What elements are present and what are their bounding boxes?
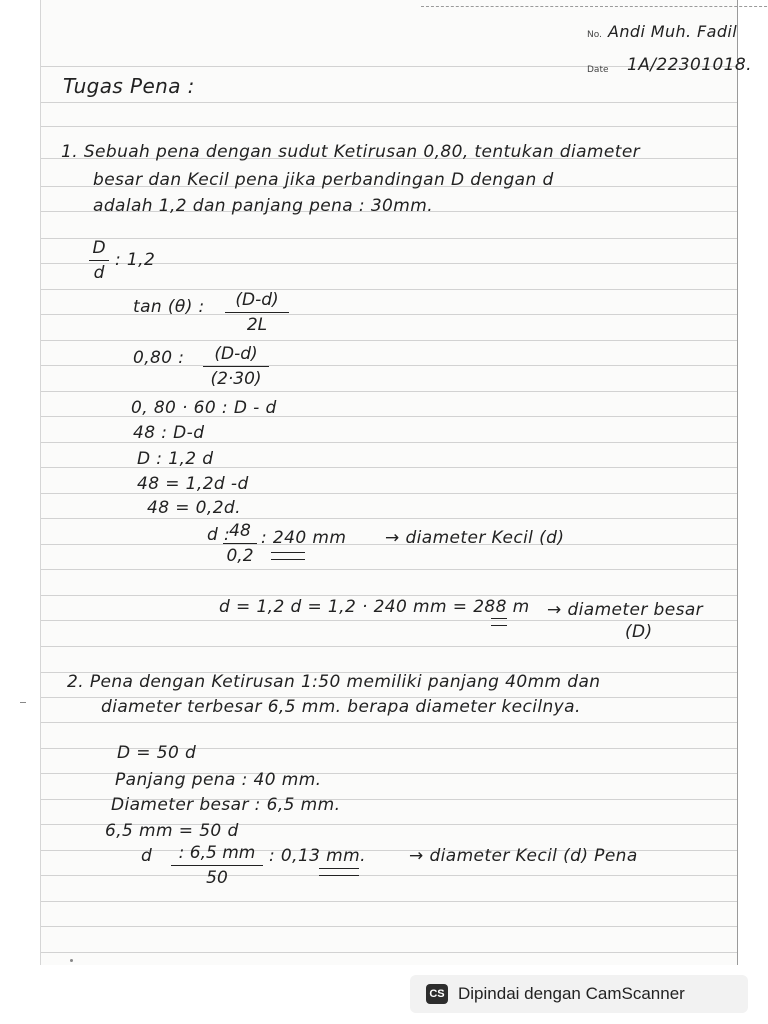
p2-small-diameter-lhs: d — [141, 846, 153, 866]
student-id: 1A/22301018. — [627, 55, 752, 75]
date-label: Date — [587, 65, 609, 75]
notebook-rule — [41, 238, 737, 239]
notebook-rule — [41, 518, 737, 519]
notebook-rule — [41, 289, 737, 290]
step-5: 48 = 0,2d. — [147, 498, 241, 518]
problem2-line2: diameter terbesar 6,5 mm. berapa diameter kecilnya. — [101, 697, 581, 717]
notebook-rule — [41, 340, 737, 341]
problem2-line1: 2. Pena dengan Ketirusan 1:50 memiliki panjang 40mm dan — [67, 672, 601, 692]
small-diameter-lhs: d : — [207, 525, 231, 545]
p2-denominator: 50 — [206, 868, 228, 888]
notebook-rule — [41, 875, 737, 876]
page-title: Tugas Pena : — [63, 74, 195, 98]
ratio-fraction — [89, 238, 109, 283]
notebook-rule — [41, 102, 737, 103]
tan-numerator: (D-d) — [235, 290, 279, 310]
step-3: D : 1,2 d — [137, 449, 214, 469]
problem1-line2: besar dan Kecil pena jika perbandingan D dengan d — [93, 170, 554, 190]
p2-small-diameter-fraction — [171, 843, 263, 888]
notebook-rule — [41, 952, 737, 953]
p2-step-1: D = 50 d — [117, 743, 197, 763]
result-underline — [271, 552, 305, 560]
tan-denominator: 2L — [246, 315, 268, 335]
problem1-line1: 1. Sebuah pena dengan sudut Ketirusan 0,80, tentukan diameter — [61, 142, 641, 162]
notebook-rule — [41, 569, 737, 570]
step-1: 0, 80 · 60 : D - d — [131, 398, 277, 418]
notebook-rule — [41, 620, 737, 621]
notebook-rule — [41, 391, 737, 392]
notebook-rule — [41, 926, 737, 927]
p2-step-3: Diameter besar : 6,5 mm. — [111, 795, 341, 815]
notebook-rule — [41, 595, 737, 596]
p2-small-diameter-note: → diameter Kecil (d) Pena — [409, 846, 638, 866]
student-name: Andi Muh. Fadil — [608, 22, 738, 41]
problem1-line3: adalah 1,2 dan panjang pena : 30mm. — [93, 196, 433, 216]
p2-small-diameter-result: : 0,13 mm. — [269, 846, 366, 866]
camscanner-icon: CS — [426, 984, 448, 1004]
tan-formula-lhs: tan (θ) : — [133, 297, 205, 317]
small-diameter-note: → diameter Kecil (d) — [385, 528, 565, 548]
notebook-page — [40, 0, 752, 965]
small-diameter-fraction — [223, 521, 257, 566]
margin-dot — [70, 959, 73, 962]
small-diameter-numerator: 48 — [229, 521, 251, 541]
tan-fraction — [225, 290, 289, 335]
substitution-lhs: 0,80 : — [133, 348, 185, 368]
p2-numerator: : 6,5 mm — [178, 843, 256, 863]
large-diameter-note: → diameter besar — [547, 600, 704, 620]
p2-step-2: Panjang pena : 40 mm. — [115, 770, 322, 790]
camscanner-badge — [410, 975, 748, 1013]
small-diameter-denominator: 0,2 — [226, 546, 254, 566]
step-4: 48 = 1,2d -d — [137, 474, 249, 494]
camscanner-label: Dipindai dengan CamScanner — [458, 984, 685, 1003]
substitution-fraction — [203, 344, 269, 389]
margin-tick — [20, 702, 26, 703]
small-diameter-result: : 240 mm — [261, 528, 347, 548]
large-result-underline — [491, 618, 507, 626]
ratio-numerator: D — [92, 238, 106, 258]
large-diameter-note-symbol: (D) — [625, 622, 653, 642]
step-2: 48 : D-d — [133, 423, 205, 443]
ratio-denominator: d — [93, 263, 105, 283]
substitution-numerator: (D-d) — [214, 344, 258, 364]
notebook-rule — [41, 646, 737, 647]
no-label: No. — [587, 30, 602, 40]
notebook-rule — [41, 126, 737, 127]
notebook-rule — [41, 722, 737, 723]
ratio-value: : 1,2 — [115, 250, 156, 270]
substitution-denominator: (2·30) — [210, 369, 262, 389]
notebook-rule — [41, 901, 737, 902]
large-diameter-line: d = 1,2 d = 1,2 · 240 mm = 288 m — [219, 597, 530, 617]
top-dashed-edge — [421, 0, 768, 7]
p2-result-underline — [319, 868, 359, 876]
p2-step-4: 6,5 mm = 50 d — [105, 821, 239, 841]
